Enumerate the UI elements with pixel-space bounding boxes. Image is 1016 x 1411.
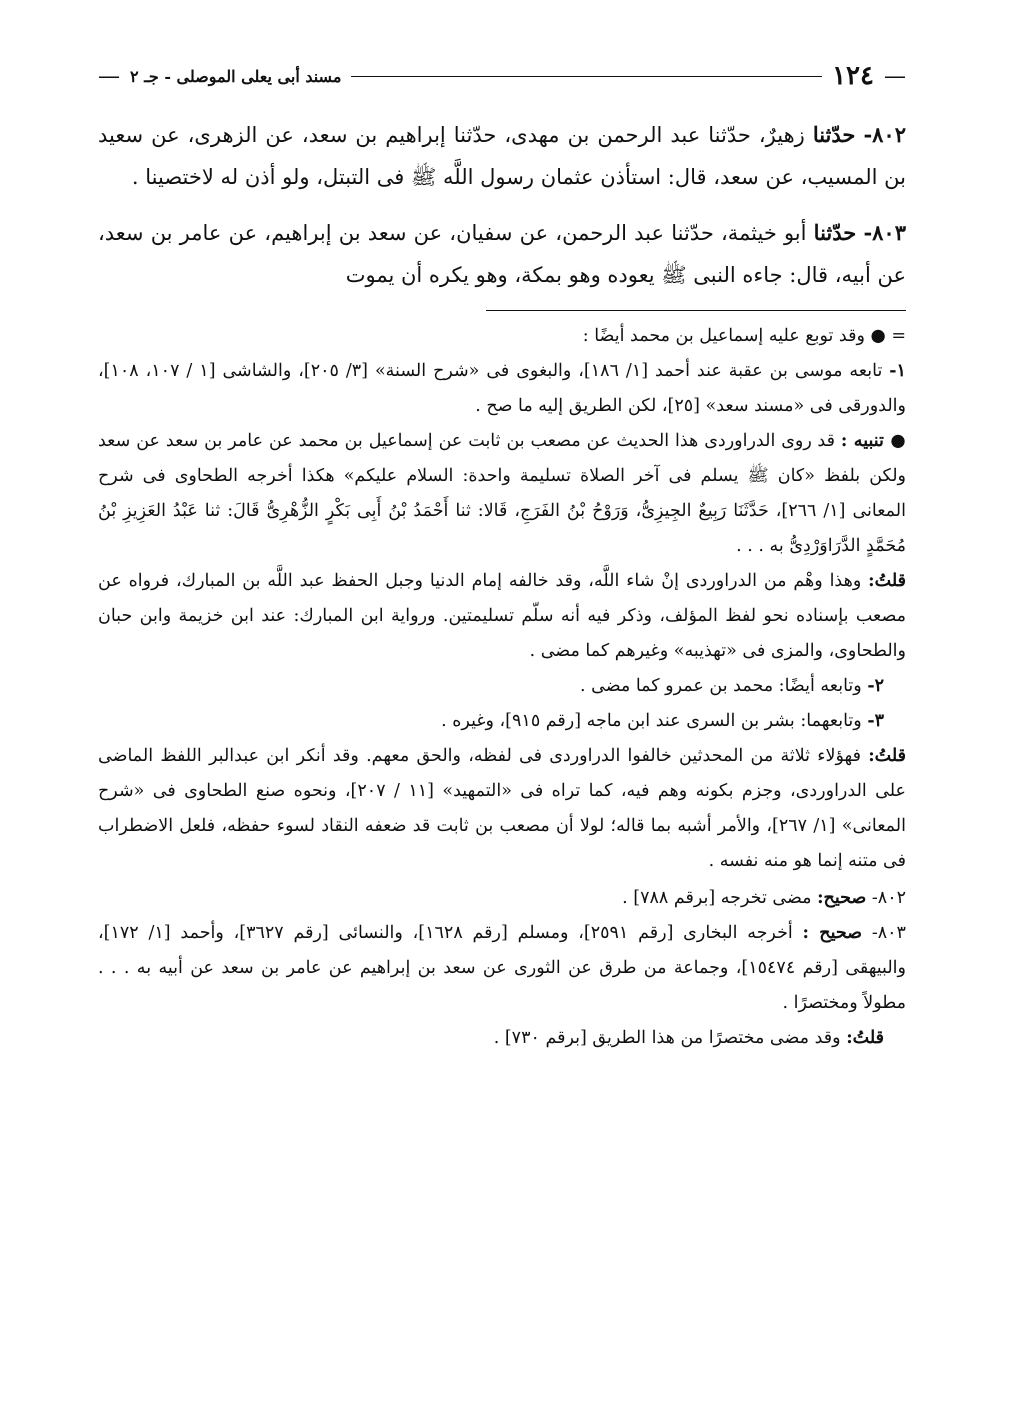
note-2 [98,669,906,704]
note-label: ● تنبيه : [840,431,906,451]
note-text: وهذا وهْم من الدراوردى إنْ شاء اللَّه، وقد خالفه إمام الدنيا وجبل الحفظ عبد اللَّه بن المبارك، فرواه عن مصعب بإسناده نحو لفظ المؤلف، وذكر فيه أنه سلّم تسليمتين. ورواية ابن المبارك: عند ابن خزيمة وابن حبان والطحاوى، والمزى فى «تهذيبه» وغيرهم كما مضى . [98,571,906,661]
note-1 [98,354,906,424]
header-dash: — [884,63,906,89]
note-label: ٣- [867,711,884,731]
note-tanbih [98,424,906,564]
page-number: ١٢٤ [832,61,874,91]
note-3 [98,704,906,739]
note-text: فهؤلاء ثلاثة من المحدثين خالفوا الدراوردى فى لفظه، والحق معهم. وقد أنكر ابن عبدالبر اللفظ الماضى على الدراوردى، وجزم بكونه وهم فيه، كما تراه فى «التمهيد» [١١ / ٢٠٧]، ونحوه صنع الطحاوى فى «شرح المعانى» [١/ ٢٦٧]، والأمر أشبه بما قاله؛ لولا أن مصعب بن ثابت قد ضعفه النقاد لسوء حفظه، فلعل الاضطراب فى متنه إنما هو منه نفسه . [98,746,906,871]
ref-803 [98,916,906,1021]
ref-text: وقد مضى مختصرًا من هذا الطريق [برقم ٧٣٠] . [493,1028,841,1048]
note-qultu-2 [98,739,906,879]
hadith-text: أبو خيثمة، حدّثنا عبد الرحمن، عن سفيان، عن سعد بن إبراهيم، عن عامر بن سعد، عن أبيه، قال: جاءه النبى ﷺ يعوده وهو بمكة، وهو يكره أن يموت [98,221,906,287]
note-label: قلتُ: [868,746,906,766]
note-qultu-1 [98,564,906,669]
note-label: ١- [889,361,906,381]
main-text [98,114,906,296]
note-label: ٢- [867,676,884,696]
hadith-text: زهيرٌ، حدّثنا عبد الرحمن بن مهدى، حدّثنا إبراهيم بن سعد، عن الزهرى، عن سعيد بن المسيب، عن سعد، قال: استأذن عثمان رسول اللَّه ﷺ فى التبتل، ولو أذن له لاختصينا . [98,123,906,189]
ref-label: قلتُ: [846,1028,884,1048]
ref-label: ٨٠٢- [871,888,906,908]
running-header [98,58,906,94]
takhrij-references [98,881,906,1056]
book-title: مسند أبى يعلى الموصلى - جـ ٢ [130,66,342,86]
note-label: قلتُ: [868,571,906,591]
note-text: تابعه موسى بن عقبة عند أحمد [١/ ١٨٦]، والبغوى فى «شرح السنة» [٣/ ٢٠٥]، والشاشى [١ / ١٠٧، ١٠٨]، والدورقى فى «مسند سعد» [٢٥]، لكن الطريق إليه ما صح . [98,361,906,416]
footnote-separator [486,310,906,311]
hadith-802 [98,114,906,198]
page [98,58,906,1056]
hadith-number: ٨٠٢- [863,122,906,147]
ref-text: أخرجه البخارى [رقم ٢٥٩١]، ومسلم [رقم ١٦٢٨]، والنسائى [رقم ٣٦٢٧]، وأحمد [١/ ١٧٢]، والبيهقى [رقم ١٥٤٧٤]، وجماعة من طرق عن الثورى عن سعد بن إبراهيم عن عامر بن سعد عن أبيه به . . . مطولاً ومختصرًا . [98,923,906,1013]
hadith-803 [98,212,906,296]
note-text: وتابعهما: بشر بن السرى عند ابن ماجه [رقم ٩١٥]، وغيره . [441,711,862,731]
hadith-number: ٨٠٣- [863,220,906,245]
hadith-lead: حدّثنا [813,220,857,245]
ref-grade: صحيح : [802,923,863,943]
note-intro: = ● وقد توبع عليه إسماعيل بن محمد أيضًا : [582,326,906,346]
header-dash-end: — [98,63,120,89]
ref-802 [98,881,906,916]
note-text: وتابعه أيضًا: محمد بن عمرو كما مضى . [580,676,862,696]
ref-label: ٨٠٣- [871,923,906,943]
ref-text: مضى تخرجه [برقم ٧٨٨] . [622,888,812,908]
header-rule [351,76,822,77]
note-text: قد روى الدراوردى هذا الحديث عن مصعب بن ثابت عن إسماعيل بن محمد عن عامر بن سعد عن سعد ولكن بلفظ «كان ﷺ يسلم فى آخر الصلاة تسليمة واحدة: السلام عليكم» هكذا أخرجه الطحاوى فى شرح المعانى [١/ ٢٦٦]، حَدَّثَنَا رَبِيعٌ الجِيزِىُّ، وَرَوْحُ بْنُ الفَرَجِ، قَالا: ثنا أَحْمَدُ بْنُ أَبِى بَكْرٍ الزُّهْرِىُّ قَالَ: ثنا عَبْدُ العَزِيزِ بْنُ مُحَمَّدٍ الدَّرَاوَرْدِىُّ به . . . [98,431,906,556]
ref-grade: صحيح: [817,888,867,908]
footnotes [98,319,906,879]
ref-qultu [98,1021,906,1056]
hadith-lead: حدّثنا [812,122,856,147]
